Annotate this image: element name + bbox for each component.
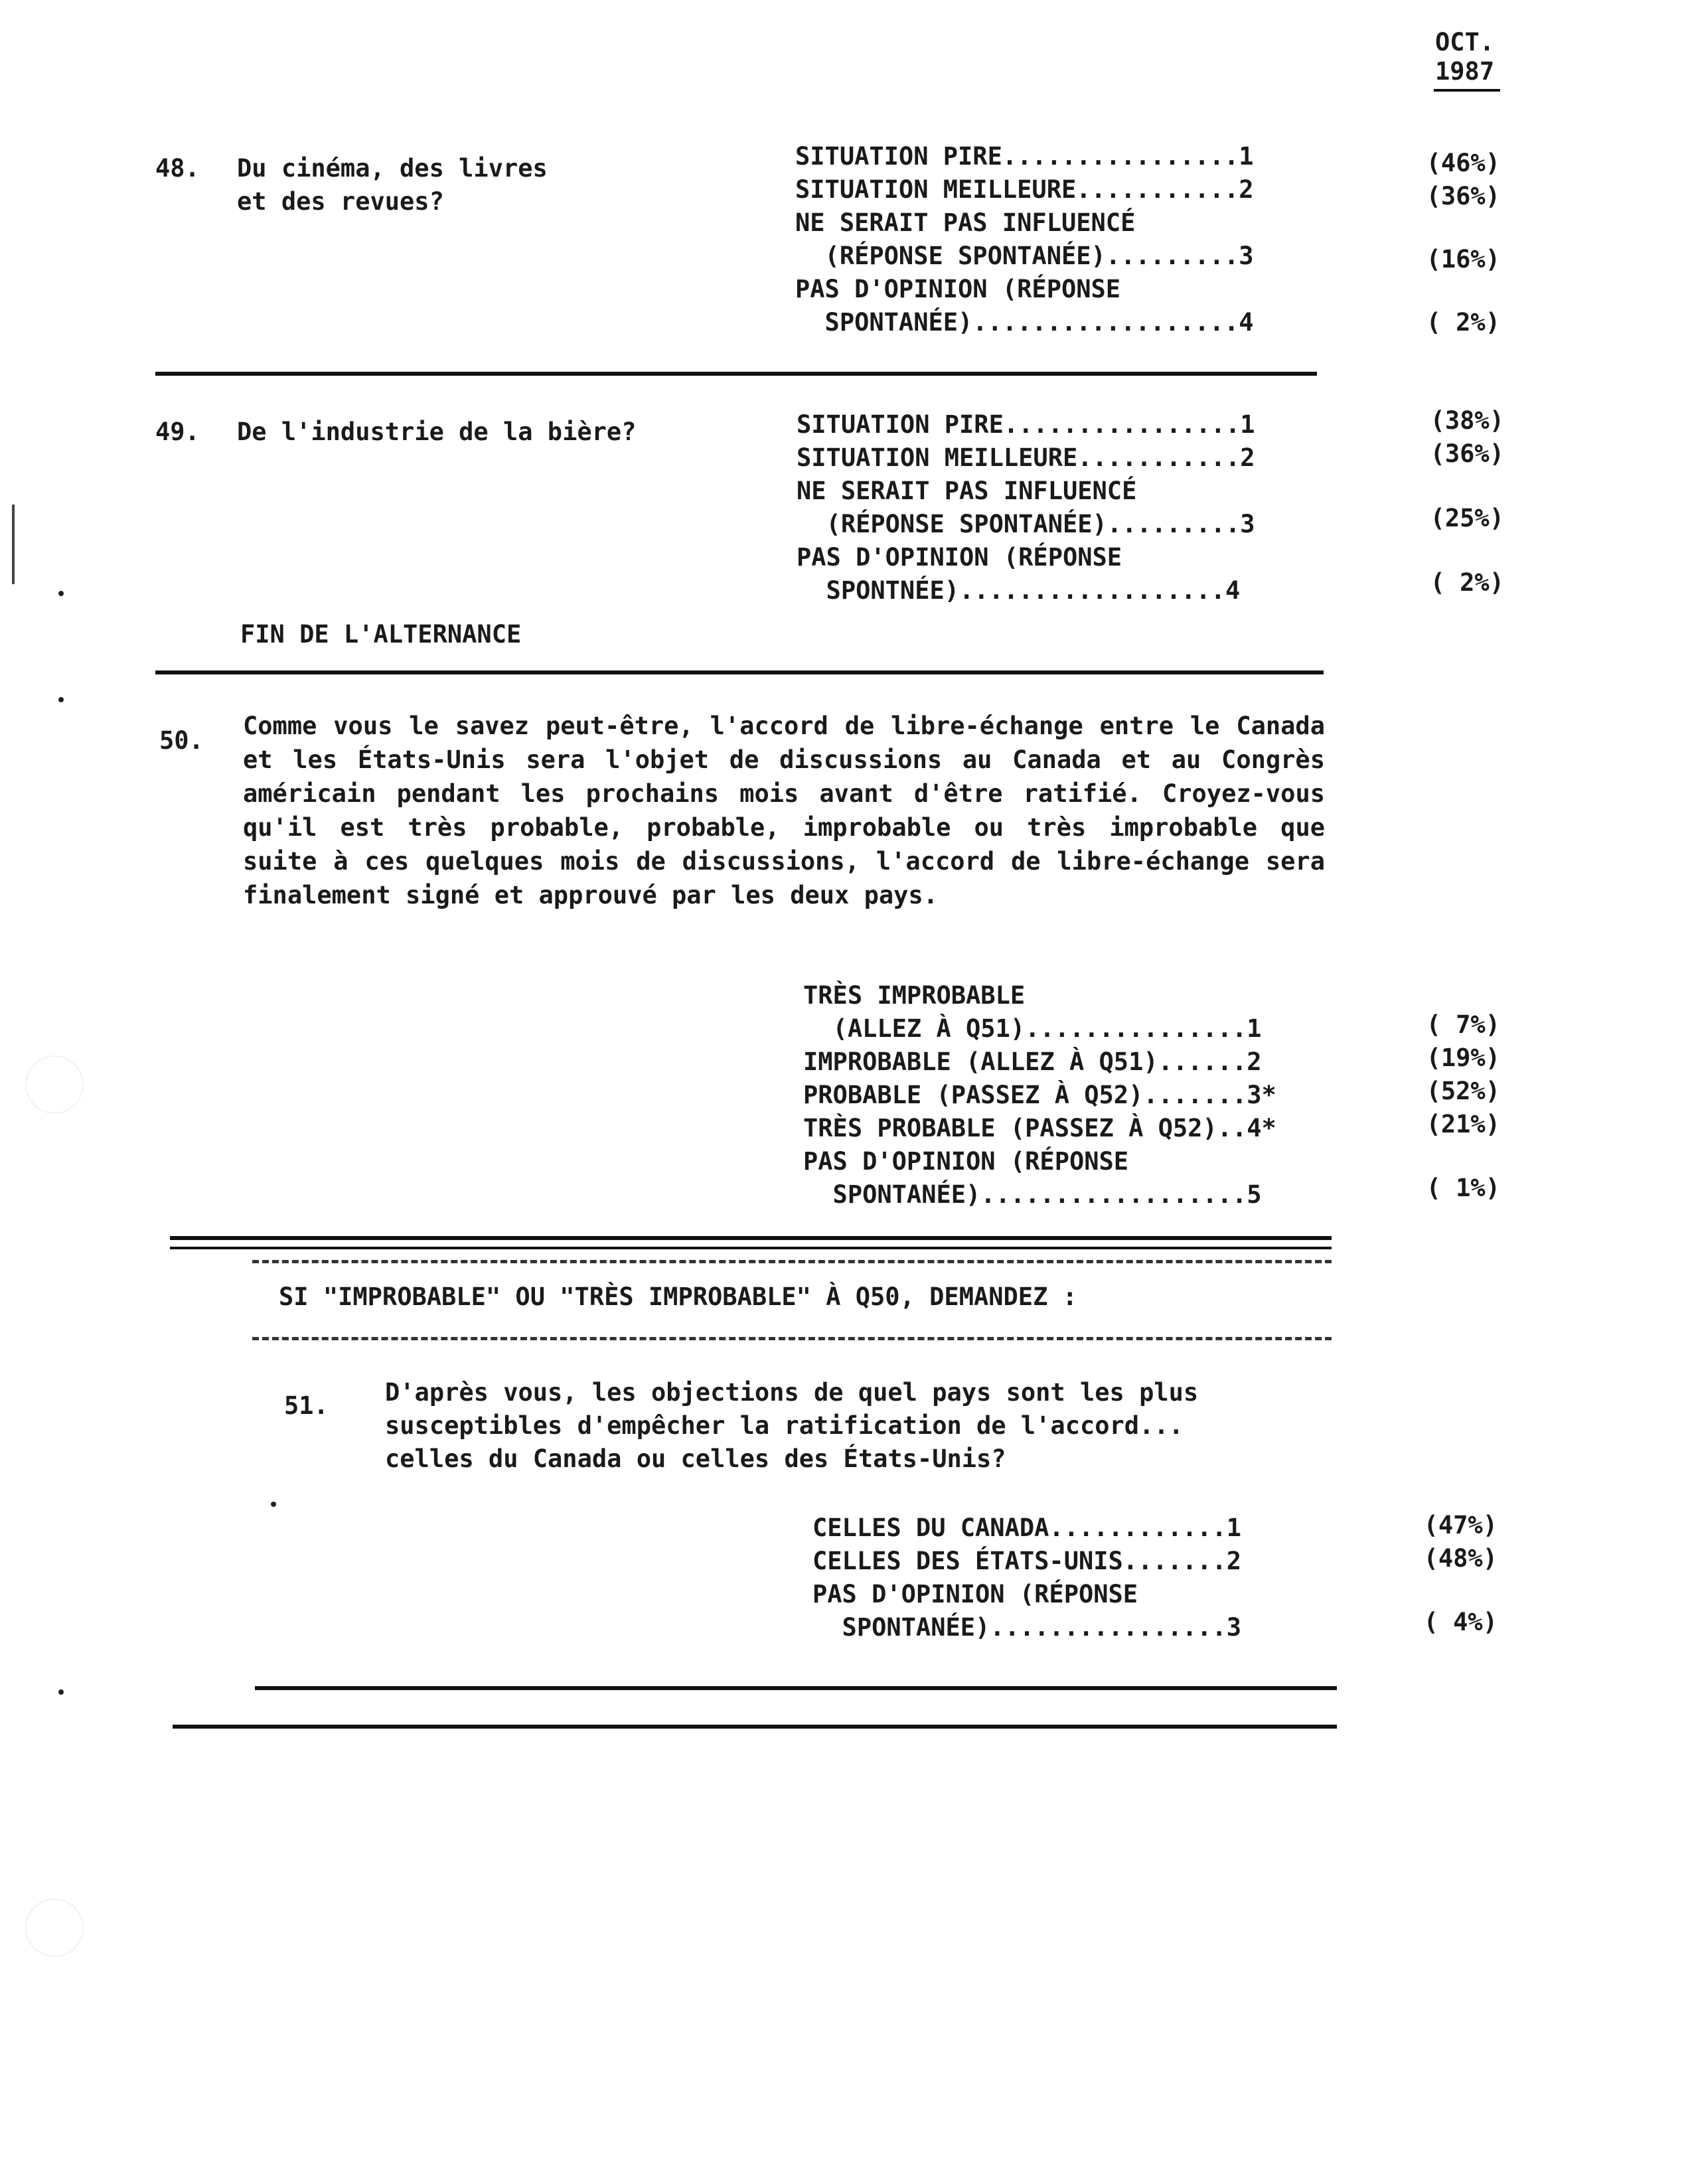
response-percent: ( 7%) [1426,1010,1500,1039]
response-percent: (46%) [1426,149,1500,177]
response-percent: ( 4%) [1423,1608,1498,1636]
question-text: celles du Canada ou celles des États-Unis? [385,1444,1006,1473]
response-option: SITUATION PIRE................1 [797,410,1255,439]
margin-mark [271,1502,276,1507]
response-percent: (25%) [1430,504,1504,532]
response-percent: (48%) [1423,1544,1498,1573]
margin-mark [58,591,64,596]
header-month: OCT. [1435,28,1495,56]
response-option: PROBABLE (PASSEZ À Q52).......3* [803,1081,1276,1109]
response-option: PAS D'OPINION (RÉPONSE [812,1580,1138,1608]
section-divider [155,372,1317,376]
response-option: IMPROBABLE (ALLEZ À Q51)......2 [803,1048,1262,1076]
response-percent: ( 2%) [1430,568,1504,597]
question-number: 48. [155,154,200,183]
section-divider [255,1686,1337,1690]
section-divider [170,1236,1332,1240]
response-percent: (19%) [1426,1044,1500,1072]
question-text: et des revues? [237,187,444,216]
response-option: CELLES DU CANADA............1 [812,1514,1242,1542]
response-option: NE SERAIT PAS INFLUENCÉ [797,477,1137,505]
question-number: 50. [159,726,204,755]
response-option: (ALLEZ À Q51)...............1 [803,1014,1262,1043]
response-percent: (47%) [1423,1511,1498,1539]
response-option: PAS D'OPINION (RÉPONSE [797,543,1122,572]
response-percent: (16%) [1426,245,1500,273]
response-option: PAS D'OPINION (RÉPONSE [795,275,1121,303]
question-text: Comme vous le savez peut-être, l'accord de libre-échange entre le Canada et les États-Unis sera l'objet de discussions au Canada et au Congrès américain pendant les prochains mois avant d'être ratifié. Croyez-vous qu'il est très probable, probable, improbable ou très improbable que suite à ces quelques mois de discussions, l'accord de libre-échange sera finalement signé et approuvé par les deux pays. [243,712,1325,909]
question-text: Du cinéma, des livres [237,154,548,183]
response-option: SPONTANÉE)................3 [812,1613,1242,1642]
response-percent: (36%) [1430,439,1504,468]
margin-mark [58,1689,64,1695]
filter-instruction: SI "IMPROBABLE" OU "TRÈS IMPROBABLE" À Q50, DEMANDEZ : [279,1283,1077,1311]
punch-hole-bottom [25,1899,84,1957]
response-option: SITUATION MEILLEURE...........2 [797,443,1255,472]
section-divider [155,670,1324,674]
response-option: SITUATION MEILLEURE...........2 [795,175,1254,204]
question-number: 51. [284,1391,329,1420]
header-year-underline [1434,89,1500,92]
margin-line [12,505,15,584]
response-percent: ( 2%) [1426,308,1500,337]
response-option: PAS D'OPINION (RÉPONSE [803,1147,1129,1176]
response-option: (RÉPONSE SPONTANÉE).........3 [795,242,1254,270]
response-option: SPONTANÉE)..................4 [795,308,1254,337]
response-option: TRÈS PROBABLE (PASSEZ À Q52)..4* [803,1114,1276,1142]
filter-box-top [252,1260,1332,1263]
question-text: D'après vous, les objections de quel pays sont les plus [385,1378,1199,1407]
filter-box-bottom [252,1337,1332,1340]
response-percent: (21%) [1426,1110,1500,1138]
response-option: SPONTANÉE)..................5 [803,1180,1262,1209]
response-percent: ( 1%) [1426,1174,1500,1202]
question-text: susceptibles d'empêcher la ratification de l'accord... [385,1411,1184,1440]
response-option: TRÈS IMPROBABLE [803,981,1026,1010]
response-option: (RÉPONSE SPONTANÉE).........3 [797,510,1255,538]
question-text: De l'industrie de la bière? [237,418,637,446]
punch-hole-top [25,1055,84,1114]
response-option: NE SERAIT PAS INFLUENCÉ [795,208,1136,237]
response-percent: (38%) [1430,406,1504,435]
response-percent: (52%) [1426,1077,1500,1105]
margin-mark [58,697,64,702]
section-divider [170,1247,1332,1249]
response-option: CELLES DES ÉTATS-UNIS.......2 [812,1547,1242,1575]
response-option: SITUATION PIRE................1 [795,142,1254,171]
end-alternance-label: FIN DE L'ALTERNANCE [240,620,522,649]
response-option: SPONTNÉE)..................4 [797,576,1241,605]
question-number: 49. [155,418,200,446]
header-year: 1987 [1435,57,1495,86]
page-end-divider [173,1725,1337,1729]
response-percent: (36%) [1426,182,1500,210]
